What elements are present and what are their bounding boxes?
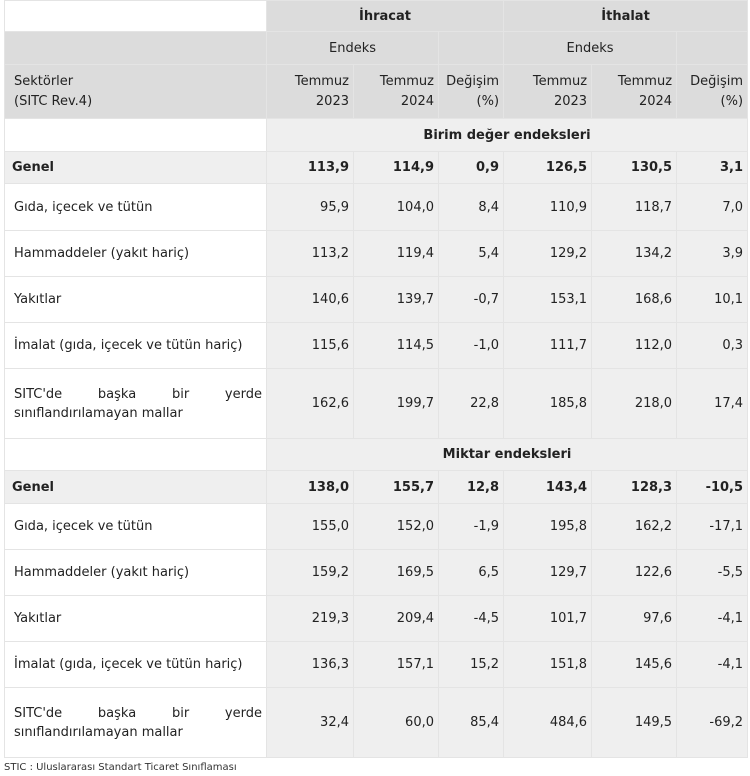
section-title: Birim değer endeksleri: [267, 119, 748, 152]
cell-value: 5,4: [439, 231, 504, 277]
footnote: STIC : Uluslararası Standart Ticaret Sınıflaması: [4, 762, 237, 773]
header-sectors-label: Sektörler: [14, 73, 74, 89]
header-change: Değişim: [446, 73, 500, 89]
header-blank: [677, 32, 748, 65]
cell-value: 159,2: [267, 550, 354, 596]
cell-value: 162,2: [592, 504, 677, 550]
cell-value: -10,5: [677, 471, 748, 504]
cell-value: 32,4: [267, 688, 354, 758]
row-label: İmalat (gıda, içecek ve tütün hariç): [5, 323, 267, 369]
header-percent: (%): [720, 93, 744, 109]
cell-value: 130,5: [592, 152, 677, 184]
cell-value: -4,5: [439, 596, 504, 642]
header-blank: [439, 32, 504, 65]
cell-value: 168,6: [592, 277, 677, 323]
cell-value: 134,2: [592, 231, 677, 277]
cell-value: 0,9: [439, 152, 504, 184]
header-imp-change: [677, 65, 748, 119]
header-year: 2024: [400, 93, 434, 109]
cell-value: 17,4: [677, 369, 748, 439]
general-row: [5, 152, 748, 184]
header-imports: İthalat: [504, 1, 748, 32]
table-row: [5, 504, 748, 550]
header-month: Temmuz: [617, 73, 673, 89]
cell-value: 139,7: [354, 277, 439, 323]
header-year: 2023: [553, 93, 588, 109]
header-month: Temmuz: [532, 73, 588, 89]
section-title-row: [5, 439, 748, 471]
table-row: [5, 184, 748, 231]
cell-value: 114,5: [354, 323, 439, 369]
header-exports: İhracat: [267, 1, 504, 32]
cell-value: 3,9: [677, 231, 748, 277]
cell-value: 113,9: [267, 152, 354, 184]
row-label: İmalat (gıda, içecek ve tütün hariç): [5, 642, 267, 688]
cell-value: 195,8: [504, 504, 592, 550]
row-label: Genel: [5, 471, 267, 504]
header-imports-index: Endeks: [504, 32, 677, 65]
cell-value: -69,2: [677, 688, 748, 758]
section-blank: [5, 439, 267, 471]
cell-value: 12,8: [439, 471, 504, 504]
cell-value: 114,9: [354, 152, 439, 184]
header-corner: [5, 1, 267, 32]
header-exp-change: [439, 65, 504, 119]
cell-value: 119,4: [354, 231, 439, 277]
cell-value: 209,4: [354, 596, 439, 642]
cell-value: 15,2: [439, 642, 504, 688]
row-label: Yakıtlar: [5, 277, 267, 323]
cell-value: 112,0: [592, 323, 677, 369]
table-row: [5, 642, 748, 688]
cell-value: -4,1: [677, 642, 748, 688]
cell-value: 126,5: [504, 152, 592, 184]
header-month: Temmuz: [379, 73, 434, 89]
trade-index-table: [4, 0, 748, 758]
section-title-row: [5, 119, 748, 152]
cell-value: 111,7: [504, 323, 592, 369]
cell-value: 115,6: [267, 323, 354, 369]
cell-value: 145,6: [592, 642, 677, 688]
cell-value: 22,8: [439, 369, 504, 439]
row-label: Hammaddeler (yakıt hariç): [5, 231, 267, 277]
cell-value: 155,7: [354, 471, 439, 504]
section-title: Miktar endeksleri: [267, 439, 748, 471]
table-row: [5, 596, 748, 642]
header-blank: [5, 32, 267, 65]
header-sectors: [5, 65, 267, 119]
cell-value: 8,4: [439, 184, 504, 231]
table-row: [5, 231, 748, 277]
table-row: [5, 369, 748, 439]
cell-value: 153,1: [504, 277, 592, 323]
row-label: Gıda, içecek ve tütün: [5, 504, 267, 550]
cell-value: 0,3: [677, 323, 748, 369]
header-sitc-label: (SITC Rev.4): [14, 93, 93, 109]
cell-value: 3,1: [677, 152, 748, 184]
header-imp-2023: [504, 65, 592, 119]
cell-value: 199,7: [354, 369, 439, 439]
header-row-index: [5, 32, 748, 65]
cell-value: 140,6: [267, 277, 354, 323]
table-row: [5, 688, 748, 758]
cell-value: 128,3: [592, 471, 677, 504]
cell-value: 155,0: [267, 504, 354, 550]
cell-value: 138,0: [267, 471, 354, 504]
header-exp-2023: [267, 65, 354, 119]
cell-value: -1,0: [439, 323, 504, 369]
header-year: 2024: [638, 93, 673, 109]
cell-value: 7,0: [677, 184, 748, 231]
cell-value: 95,9: [267, 184, 354, 231]
row-label: Genel: [5, 152, 267, 184]
cell-value: 85,4: [439, 688, 504, 758]
header-imp-2024: [592, 65, 677, 119]
cell-value: 218,0: [592, 369, 677, 439]
row-label: [5, 369, 267, 439]
cell-value: 104,0: [354, 184, 439, 231]
cell-value: 118,7: [592, 184, 677, 231]
cell-value: 162,6: [267, 369, 354, 439]
cell-value: 484,6: [504, 688, 592, 758]
cell-value: 6,5: [439, 550, 504, 596]
cell-value: -0,7: [439, 277, 504, 323]
cell-value: 185,8: [504, 369, 592, 439]
cell-value: -4,1: [677, 596, 748, 642]
cell-value: 136,3: [267, 642, 354, 688]
cell-value: 110,9: [504, 184, 592, 231]
cell-value: 10,1: [677, 277, 748, 323]
table-row: [5, 277, 748, 323]
cell-value: 157,1: [354, 642, 439, 688]
cell-value: 113,2: [267, 231, 354, 277]
row-label: Gıda, içecek ve tütün: [5, 184, 267, 231]
table-row: [5, 550, 748, 596]
cell-value: 151,8: [504, 642, 592, 688]
row-label: [5, 688, 267, 758]
cell-value: 122,6: [592, 550, 677, 596]
cell-value: 143,4: [504, 471, 592, 504]
header-year: 2023: [315, 93, 349, 109]
row-label: Hammaddeler (yakıt hariç): [5, 550, 267, 596]
cell-value: 129,7: [504, 550, 592, 596]
general-row: [5, 471, 748, 504]
table-row: [5, 323, 748, 369]
cell-value: 169,5: [354, 550, 439, 596]
header-percent: (%): [476, 93, 500, 109]
cell-value: 97,6: [592, 596, 677, 642]
row-label-line2: sınıflandırılamayan mallar: [14, 405, 183, 421]
row-label-line1: SITC'de başka bir yerde: [14, 386, 262, 402]
header-row-columns: [5, 65, 748, 119]
cell-value: 219,3: [267, 596, 354, 642]
cell-value: 129,2: [504, 231, 592, 277]
row-label: Yakıtlar: [5, 596, 267, 642]
cell-value: 101,7: [504, 596, 592, 642]
cell-value: 60,0: [354, 688, 439, 758]
cell-value: -17,1: [677, 504, 748, 550]
section-blank: [5, 119, 267, 152]
header-month: Temmuz: [294, 73, 349, 89]
row-label-line2: sınıflandırılamayan mallar: [14, 724, 183, 740]
cell-value: 149,5: [592, 688, 677, 758]
row-label-line1: SITC'de başka bir yerde: [14, 705, 262, 721]
header-exp-2024: [354, 65, 439, 119]
cell-value: -1,9: [439, 504, 504, 550]
header-row-groups: [5, 1, 748, 32]
header-change: Değişim: [690, 73, 744, 89]
cell-value: 152,0: [354, 504, 439, 550]
header-exports-index: Endeks: [267, 32, 439, 65]
cell-value: -5,5: [677, 550, 748, 596]
